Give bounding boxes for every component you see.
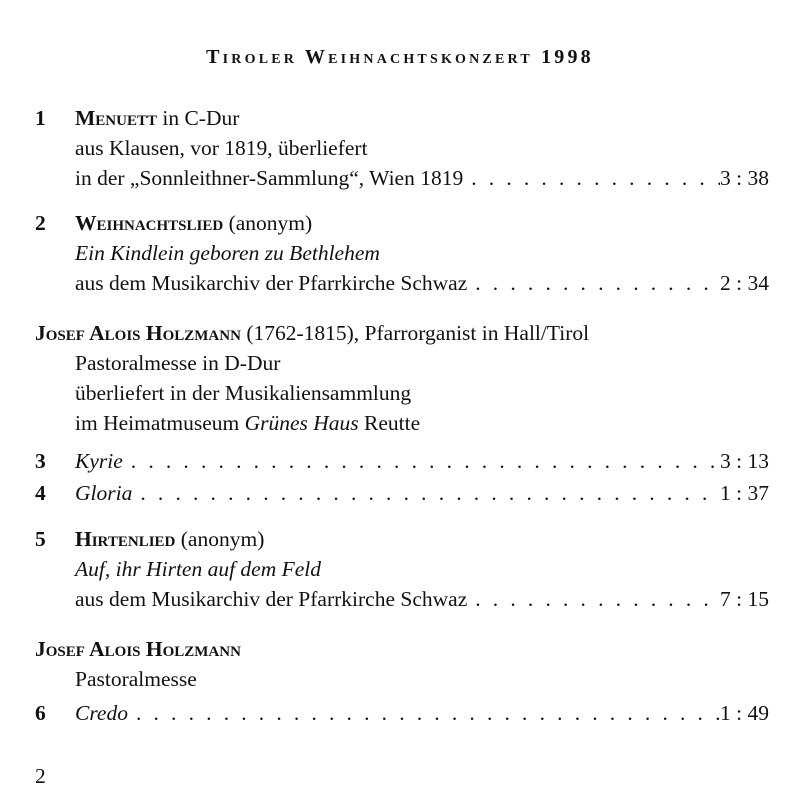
page-number: 2 [35,764,46,788]
track-title-rest: (anonym) [175,527,265,551]
track-2 [0,211,800,301]
page-title: Tiroler Weihnachtskonzert 1998 [206,46,594,68]
work-location-city: Reutte [358,411,421,435]
track-duration: 1 : 37 [720,481,769,505]
track-source-detail: in der „Sonnleithner-Sammlung“, Wien 1819 [75,166,464,190]
track-number: 1 [35,106,46,130]
leader-dots [128,701,720,727]
track-number: 6 [35,701,46,725]
track-3 [0,449,800,479]
track-duration: 3 : 38 [720,166,769,190]
track-source: aus dem Musikarchiv der Pfarrkirche Schwaz [75,271,468,295]
track-duration: 3 : 13 [720,449,769,473]
track-5 [0,527,800,617]
composer-name: Josef Alois Holzmann [35,321,241,345]
track-title: Credo [75,701,128,725]
work-title: Pastoralmesse in D-Dur [75,351,281,375]
work-source: überliefert in der Musikaliensammlung [75,381,412,405]
leader-dots [467,271,720,297]
track-number: 5 [35,527,46,551]
leader-dots [467,587,720,613]
work-title: Pastoralmesse [75,667,197,691]
track-title: Hirtenlied [75,527,176,551]
track-title: Kyrie [75,449,123,473]
track-subtitle: Auf, ihr Hirten auf dem Feld [75,557,322,581]
track-4 [0,481,800,511]
track-number: 4 [35,481,46,505]
track-duration: 1 : 49 [720,701,769,725]
track-title: Gloria [75,481,133,505]
work-location: im Heimatmuseum [75,411,245,435]
track-source: aus dem Musikarchiv der Pfarrkirche Schwaz [75,587,468,611]
track-number: 3 [35,449,46,473]
composer-info: (1762-1815), Pfarrorganist in Hall/Tirol [240,321,590,345]
track-6 [0,701,800,731]
track-title-rest: in C-Dur [156,106,240,130]
track-title-rest: (anonym) [223,211,313,235]
leader-dots [123,449,720,475]
track-subtitle: Ein Kindlein geboren zu Bethlehem [75,241,380,265]
composer-name: Josef Alois Holzmann [35,637,241,661]
composer-block-1 [0,321,800,441]
track-duration: 7 : 15 [720,587,769,611]
leader-dots [132,481,720,507]
track-duration: 2 : 34 [720,271,769,295]
work-location-name: Grünes Haus [244,411,359,435]
leader-dots [463,166,720,192]
track-source: aus Klausen, vor 1819, überliefert [75,136,368,160]
track-1 [0,106,800,196]
track-number: 2 [35,211,46,235]
composer-block-2 [0,637,800,697]
track-title: Menuett [75,106,157,130]
track-title: Weihnachtslied [75,211,224,235]
